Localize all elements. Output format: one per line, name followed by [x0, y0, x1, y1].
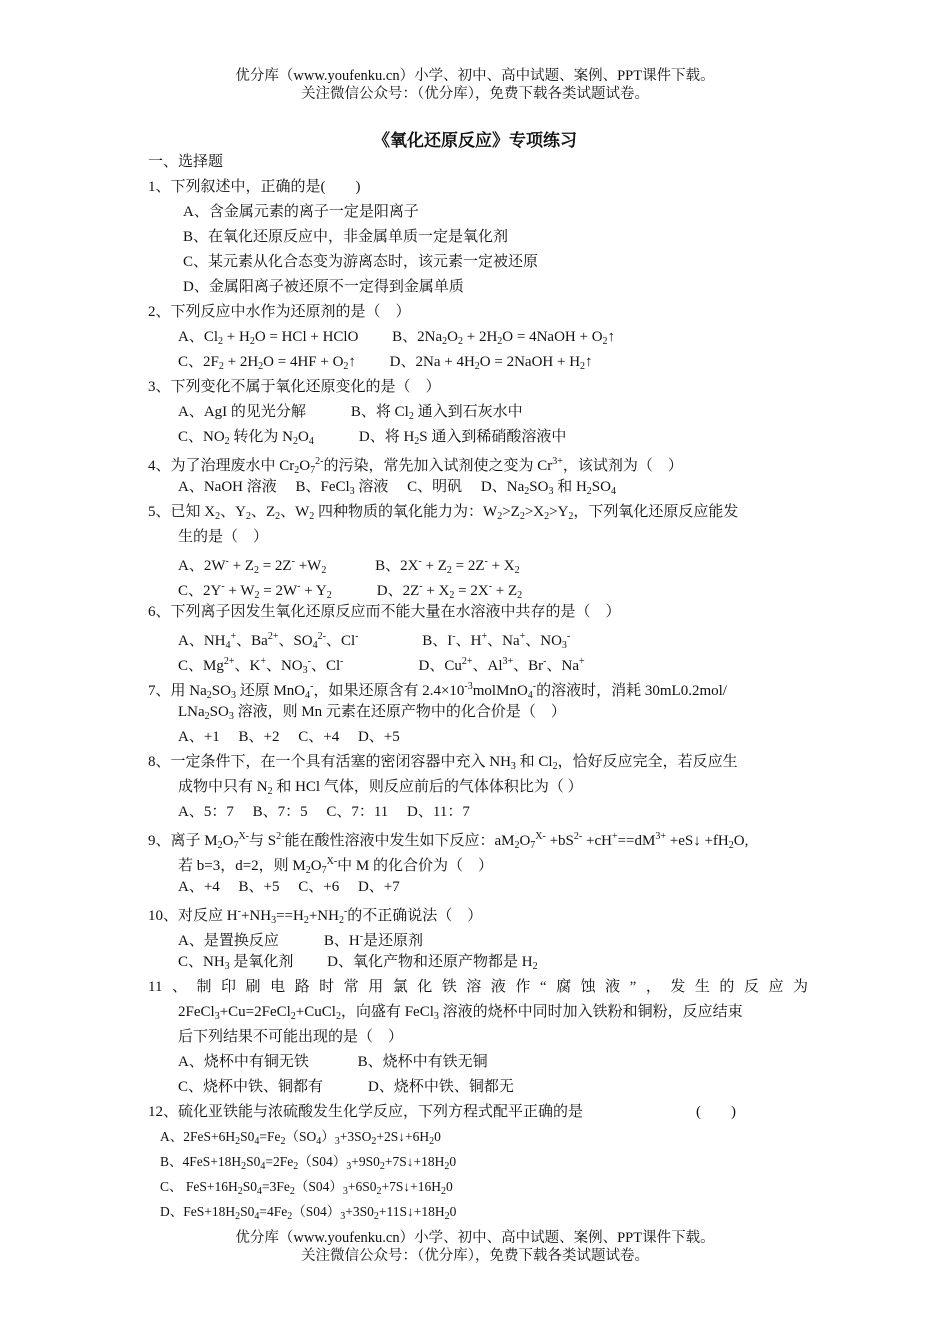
q6-options-cd: C、$Mg^{2+}$、K+、$NO_3^-$、Cl- D、$Cu^{2+}$、$Al^{3+}$、Br-、Na+ — [178, 656, 585, 676]
q3-stem: 3、下列变化不属于氧化还原变化的是（ ） — [148, 379, 441, 395]
q8-stem-cont: 成物中只有 $N_2$ 和 HCl 气体，则反应前后的气体体积比为（ ） — [178, 779, 583, 797]
q1-option-b: B、在氧化还原反应中，非金属单质一定是氧化剂 — [183, 229, 509, 245]
q5-options-cd: C、$2Y^- + W_2 = 2W^- + Y_2$ D、$2Z^- + X_2 = 2X^- + Z_2$ — [178, 581, 523, 601]
q10-stem: 10、对反应 $H^-+NH_3==H_2+NH_2^-$的不正确说法（ ） — [148, 906, 483, 926]
q1-stem: 1、下列叙述中，正确的是( ) — [148, 179, 361, 195]
q2-options-ab: A、$Cl_2 + H_2O$ = HCl + HClO B、$2Na_2O_2 + 2H_2O$ = 4NaOH + $O_2↑$ — [178, 329, 616, 347]
q4-stem: 4、为了治理废水中 $Cr_2O_7^{2-}$的污染，常先加入试剂使之变为 $Cr^{3+}$，该试剂为（ ） — [148, 456, 683, 476]
q11-stem-cont: 2FeCl$_3$+Cu=2FeCl$_2$+CuCl$_2$，向盛有 FeCl$_3$ 溶液的烧杯中同时加入铁粉和铜粉，反应结束 — [178, 1004, 743, 1022]
q10-options-cd: C、$NH_3$ 是氧化剂 D、氧化产物和还原产物都是 $H_2$ — [178, 954, 538, 972]
section-heading: 一、选择题 — [148, 154, 224, 170]
q2-stem: 2、下列反应中水作为还原剂的是（ ） — [148, 304, 411, 320]
q10-options-ab: A、是置换反应 B、H-是还原剂 — [178, 931, 424, 949]
q6-stem: 6、下列离子因发生氧化还原反应而不能大量在水溶液中共存的是（ ） — [148, 604, 621, 620]
q2-options-cd: C、$2F_2 + 2H_2O = 4HF$ + $O_2↑$ D、$2Na + 4H_2O$ = 2NaOH + $H_2↑$ — [178, 354, 593, 372]
q12-answer-blank: ( ) — [696, 1104, 736, 1120]
q8-stem: 8、一定条件下，在一个具有活塞的密闭容器中充入 $NH_3$ 和 $Cl_2$，恰好反应完全，若反应生 — [148, 754, 738, 772]
page-title: 《氧化还原反应》专项练习 — [373, 131, 577, 150]
q5-stem-cont: 生的是（ ） — [178, 529, 269, 545]
header-line-2: 关注微信公众号：（优分库），免费下载各类试题试卷。 — [301, 86, 649, 102]
q3-options-ab: A、AgI 的见光分解 B、将 $Cl_2$ 通入到石灰水中 — [178, 404, 523, 422]
q9-stem: 9、离子 $M_2O_7^{X-}$与 $S^{2-}$能在酸性溶液中发生如下反应：$aM_2O_7^{X-} +bS^{2-} +cH^+==dM^{3+}$ +eS↓ $+fH_2O$, — [148, 831, 749, 851]
q1-option-d: D、金属阳离子被还原不一定得到金属单质 — [183, 279, 464, 295]
q4-options: A、NaOH 溶液 B、FeCl$_3$ 溶液 C、明矾 D、$Na_2SO_3$ 和 $H_2SO_4$ — [178, 479, 616, 497]
header-line-1: 优分库（www.youfenku.cn）小学、初中、高中试题、案例、PPT课件下载。 — [235, 68, 715, 84]
q11-stem: 11、制印刷电路时常用氯化铁溶液作“腐蚀液”，发生的反应为 — [148, 979, 808, 995]
q1-option-a: A、含金属元素的离子一定是阳离子 — [183, 204, 419, 220]
q12-option-a: A、$2FeS+6H_2S0_4=Fe_2(SO_4)_3+3SO_2+2S↓+6H_20$ — [160, 1129, 441, 1147]
q11-options-ab: A、烧杯中有铜无铁 B、烧杯中有铁无铜 — [178, 1054, 488, 1070]
q1-option-c: C、某元素从化合态变为游离态时，该元素一定被还原 — [183, 254, 539, 270]
q6-options-ab: A、$NH_4^+$、$Ba^{2+}$、$SO_4^{2-}$、Cl- B、I-、H+、Na+、$NO_3^-$ — [178, 631, 571, 651]
q7-options: A、+1 B、+2 C、+4 D、+5 — [178, 729, 400, 745]
q3-options-cd: C、$NO_2$ 转化为 $N_2O_4$ D、将 $H_2S$ 通入到稀硝酸溶液中 — [178, 429, 567, 447]
q5-options-ab: A、$2W^- + Z_2 = 2Z^- +W_2$ B、$2X^- + Z_2 = 2Z^- + X_2$ — [178, 556, 520, 576]
q9-stem-cont: 若 b=3，d=2，则 $M_2O_7^{X-}$中 M 的化合价为（ ） — [178, 856, 494, 876]
q7-stem-cont: $LNa_2SO_3$ 溶液，则 Mn 元素在还原产物中的化合价是（ ） — [178, 704, 566, 722]
q12-option-d: D、$FeS+18H_2S0_4=4Fe_2(S04)_3+3S0_2+11S↓+18H_20$ — [160, 1204, 457, 1222]
footer-line-2: 关注微信公众号：（优分库），免费下载各类试题试卷。 — [301, 1248, 649, 1264]
q9-options: A、+4 B、+5 C、+6 D、+7 — [178, 879, 400, 895]
q11-stem-cont2: 后下列结果不可能出现的是（ ） — [178, 1029, 404, 1045]
q7-stem: 7、用 $Na_2SO_3$ 还原 MnO$_4$-，如果还原含有 $2.4\times 10^{-3}molMnO_4^-$的溶液时，消耗 30mL0.2mol/ — [148, 681, 727, 701]
q8-options: A、5：7 B、7：5 C、7：11 D、11：7 — [178, 804, 470, 820]
q11-options-cd: C、烧杯中铁、铜都有 D、烧杯中铁、铜都无 — [178, 1079, 514, 1095]
footer-line-1: 优分库（www.youfenku.cn）小学、初中、高中试题、案例、PPT课件下载。 — [235, 1230, 715, 1246]
q12-stem: 12、硫化亚铁能与浓硫酸发生化学反应，下列方程式配平正确的是 — [148, 1104, 584, 1120]
q12-option-c: C、 $FeS+16H_2S0_4=3Fe_2(S04)_3+6S0_2+7S↓+16H_20$ — [160, 1179, 453, 1197]
q5-stem: 5、已知 $X_2$、$Y_2$、$Z_2$、$W_2$ 四种物质的氧化能力为：$W_2>Z_2>X_2>Y_2$，下列氧化还原反应能发 — [148, 504, 739, 522]
q12-option-b: B、$4FeS+18H_2S0_4=2Fe_2(S04)_3+9S0_2+7S↓+18H_20$ — [160, 1154, 457, 1172]
